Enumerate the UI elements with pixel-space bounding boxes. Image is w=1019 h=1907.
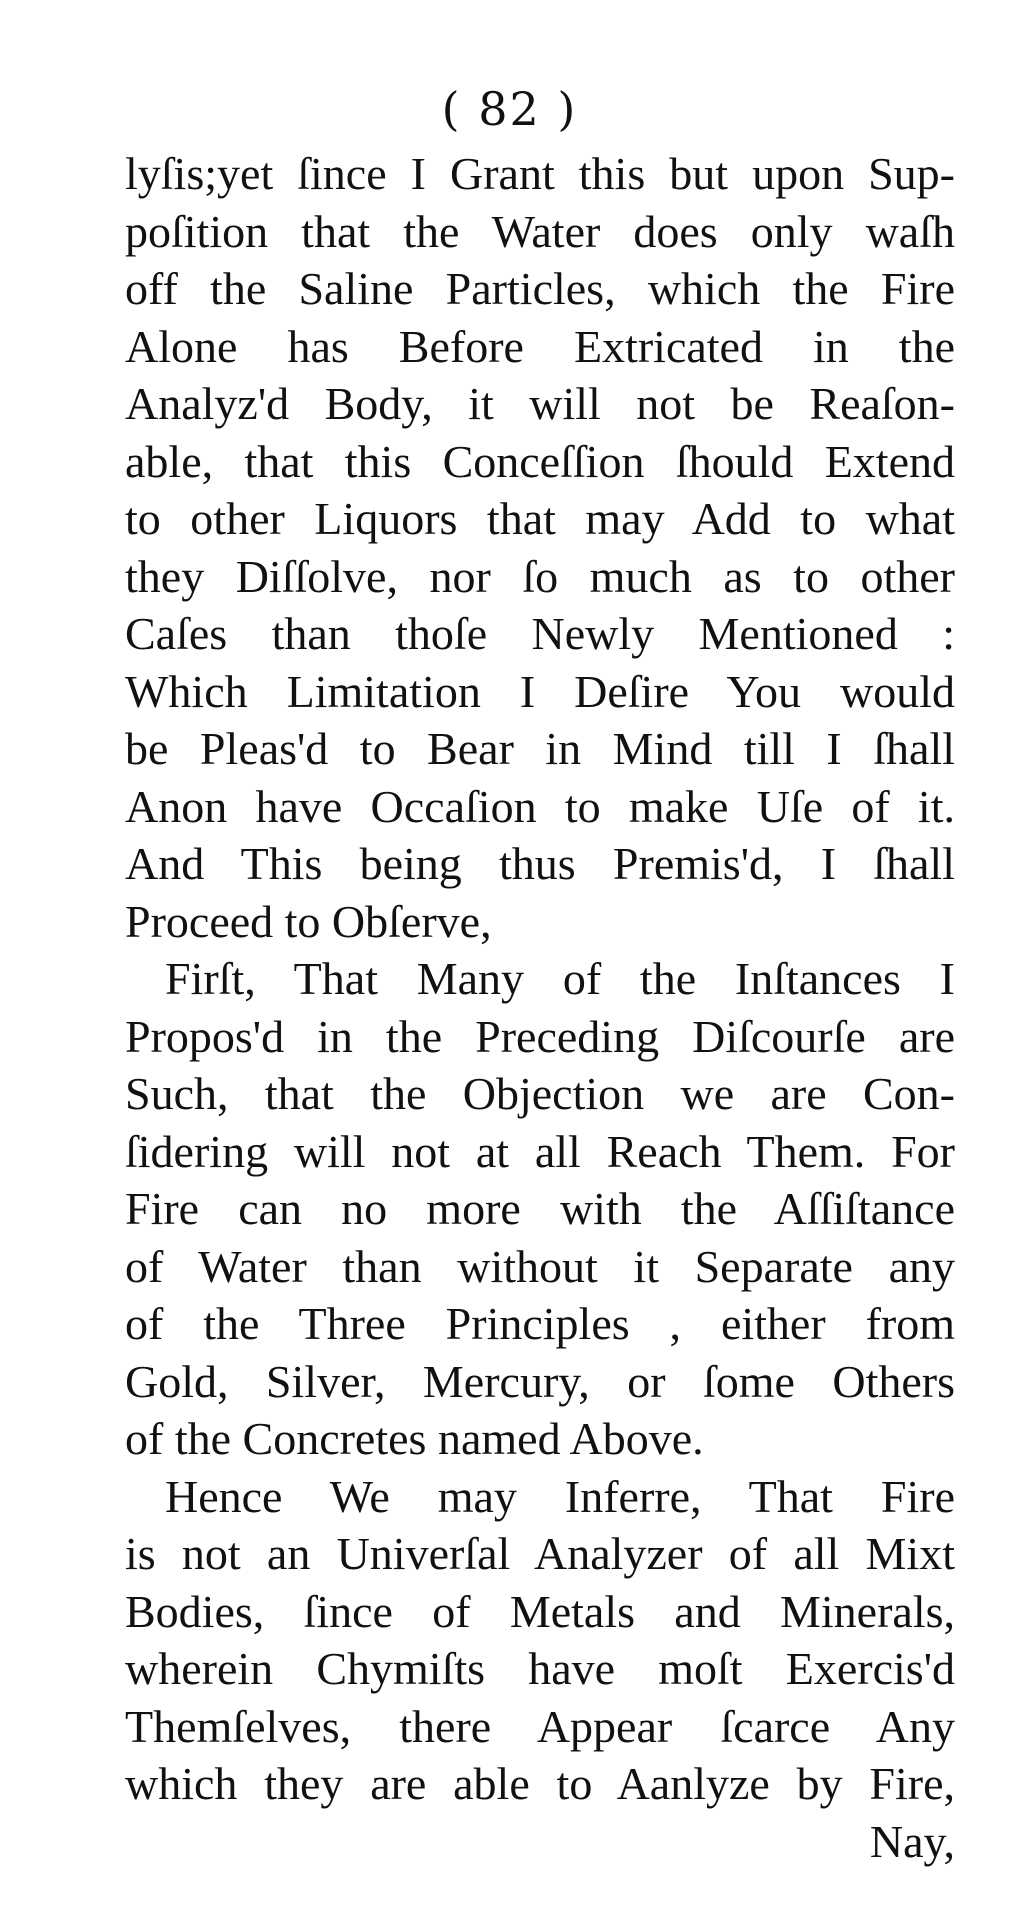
text-line: of the Concretes named Above. xyxy=(125,1413,704,1464)
catchword: Nay, xyxy=(869,1815,955,1867)
paragraph-first-line: Firſt, That Many of the Inſtances I xyxy=(165,953,955,1004)
text-line: Propos'd in the Preceding Diſcourſe are xyxy=(125,1010,955,1062)
text-line: to other Liquors that may Add to what xyxy=(125,493,955,544)
text-line: wherein Chymiſts have moſt Exercis'd xyxy=(125,1643,955,1694)
text-line: Caſes than thoſe Newly Mentioned : xyxy=(125,608,955,659)
text-line: of Water than without it Separate any xyxy=(125,1240,955,1292)
text-line: And This being thus Premis'd, I ſhall xyxy=(125,838,955,889)
page-number: ( 82 ) xyxy=(441,82,578,136)
text-line: ſidering will not at all Reach Them. For xyxy=(125,1125,955,1177)
text-line: Proceed to Obſerve, xyxy=(125,895,492,947)
text-line: Themſelves, there Appear ſcarce Any xyxy=(125,1700,955,1752)
text-line: of the Three Principles , either from xyxy=(125,1298,955,1349)
text-line: poſition that the Water does only waſh xyxy=(125,205,955,257)
text-line: Anon have Occaſion to make Uſe of it. xyxy=(125,780,955,832)
text-line: which they are able to Aanlyze by Fire, xyxy=(125,1758,955,1809)
body-text xyxy=(125,145,955,1870)
paragraph-first-line: Hence We may Inferre, That Fire xyxy=(165,1470,955,1522)
text-line: Such, that the Objection we are Con- xyxy=(125,1068,955,1119)
text-line: Alone has Before Extricated in the xyxy=(125,320,955,372)
text-line: Gold, Silver, Mercury, or ſome Others xyxy=(125,1355,955,1407)
text-line: Which Limitation I Deſire You would xyxy=(125,665,955,717)
text-line: is not an Univerſal Analyzer of all Mixt xyxy=(125,1528,955,1579)
text-line: they Diſſolve, nor ſo much as to other xyxy=(125,550,955,602)
text-line: Analyz'd Body, it will not be Reaſon- xyxy=(125,378,955,429)
text-line: able, that this Conceſſion ſhould Extend xyxy=(125,435,955,487)
text-line: Fire can no more with the Aſſiſtance xyxy=(125,1183,955,1234)
text-line: off the Saline Particles, which the Fire xyxy=(125,263,955,314)
text-line: lyſis;yet ſince I Grant this but upon Sup- xyxy=(125,148,955,199)
text-line: Bodies, ſince of Metals and Minerals, xyxy=(125,1585,955,1637)
text-line: be Pleas'd to Bear in Mind till I ſhall xyxy=(125,723,955,774)
